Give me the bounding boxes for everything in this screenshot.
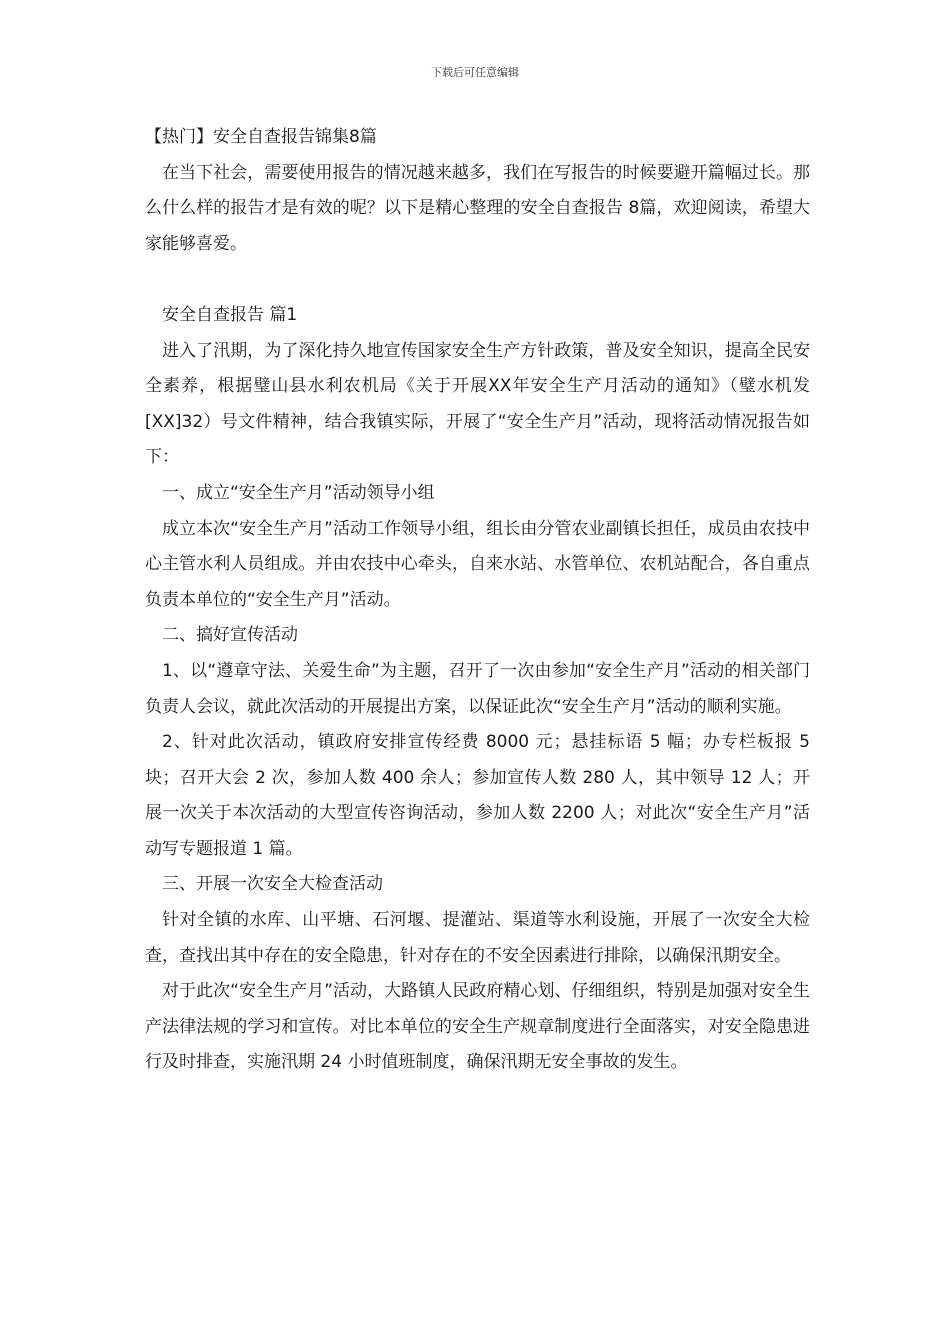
- intro-paragraph: 在当下社会，需要使用报告的情况越来越多，我们在写报告的时候要避开篇幅过长。那么什么样的报告才是有效的呢？以下是精心整理的安全自查报告 8篇，欢迎阅读，希望大家能够喜爱。: [145, 162, 810, 254]
- section-title: 安全自查报告 篇1: [162, 304, 298, 325]
- section-heading: 二、搞好宣传活动: [162, 625, 298, 646]
- document-title: 【热门】安全自查报告锦集8篇: [145, 127, 377, 147]
- section-heading: 三、开展一次安全大检查活动: [162, 874, 383, 895]
- page-header-note: 下载后可任意编辑: [431, 66, 519, 79]
- body-paragraph: 1、以“遵章守法、关爱生命”为主题，召开了一次由参加“安全生产月”活动的相关部门负责人会议，就此次活动的开展提出方案，以保证此次“安全生产月”活动的顺利实施。: [145, 660, 810, 717]
- body-paragraph: 进入了汛期，为了深化持久地宣传国家安全生产方针政策，普及安全知识，提高全民安全素养，根据璧山县水利农机局《关于开展XX年安全生产月活动的通知》（璧水机发[XX]32）号文件精神，结合我镇实际，开展了“安全生产月”活动，现将活动情况报告如下：: [145, 340, 810, 468]
- body-paragraph: 针对全镇的水库、山平塘、石河堰、提灌站、渠道等水利设施，开展了一次安全大检查，查找出其中存在的安全隐患，针对存在的不安全因素进行排除，以确保汛期安全。: [145, 910, 810, 966]
- body-paragraph: 对于此次“安全生产月”活动，大路镇人民政府精心划、仔细组织，特别是加强对安全生产法律法规的学习和宣传。对比本单位的安全生产规章制度进行全面落实，对安全隐患进行及时排查，实施汛期 24 小时值班制度，确保汛期无安全事故的发生。: [145, 981, 810, 1073]
- body-paragraph: 2、针对此次活动，镇政府安排宣传经费 8000 元；悬挂标语 5 幅；办专栏板报 5 块；召开大会 2 次，参加人数 400 余人；参加宣传人数 280 人，其中领导 12 人；开展一次关于本次活动的大型宣传咨询活动，参加人数 2200 人；对此次“安全生产月”活动写专题报道 1 篇。: [145, 732, 810, 859]
- body-paragraph: 成立本次“安全生产月”活动工作领导小组，组长由分管农业副镇长担任，成员由农技中心主管水利人员组成。并由农技中心牵头，自来水站、水管单位、农机站配合，各自重点负责本单位的“安全生产月”活动。: [145, 518, 810, 610]
- section-heading: 一、成立“安全生产月”活动领导小组: [162, 482, 435, 503]
- blank-line: [145, 262, 810, 298]
- document-body: [145, 120, 810, 1081]
